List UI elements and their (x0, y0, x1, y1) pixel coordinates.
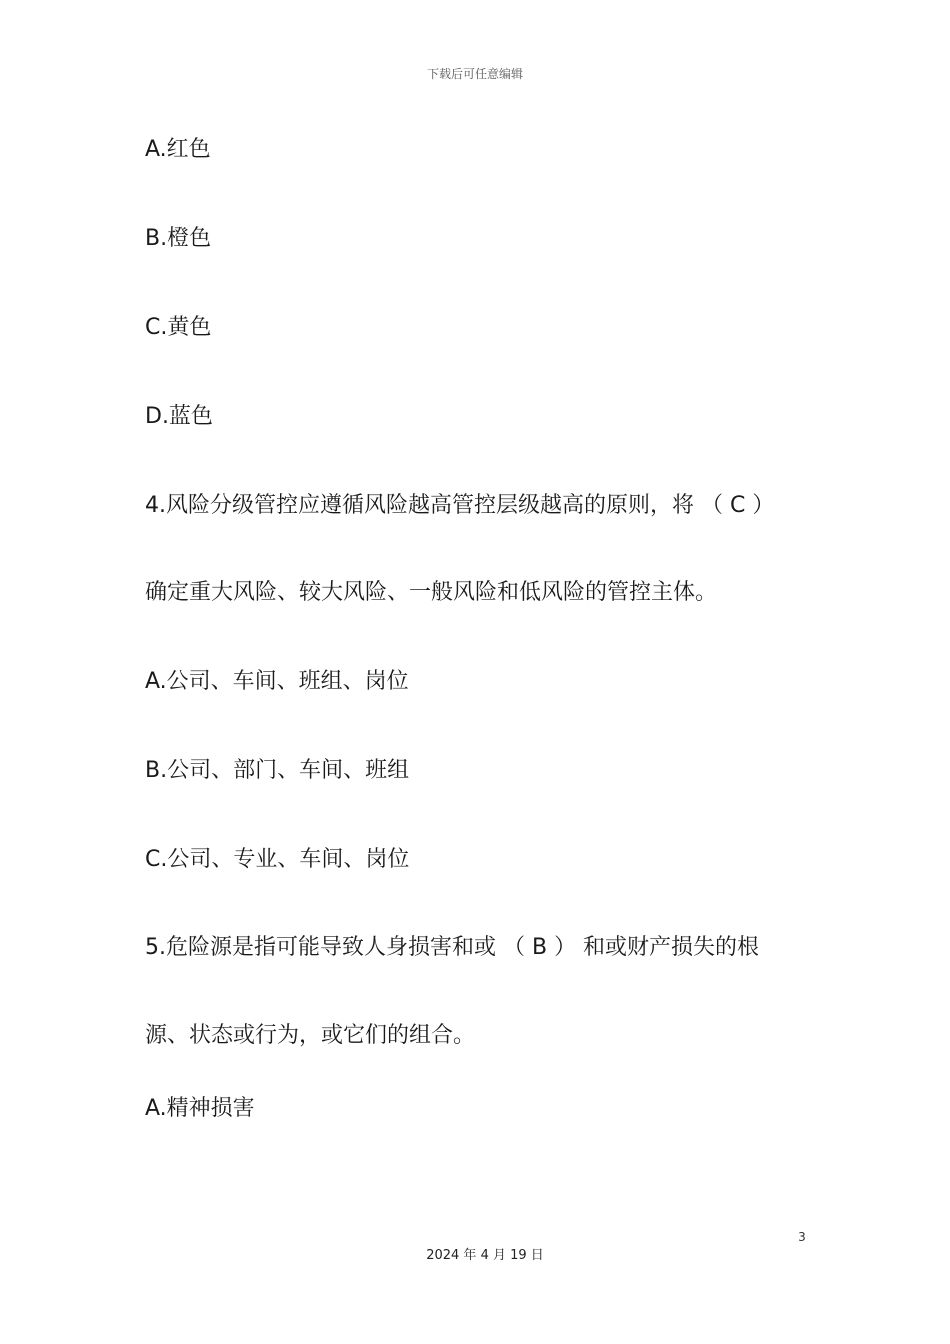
option-b-orange: B.橙色 (145, 226, 212, 251)
question-5-line-1: 5.危险源是指可能导致人身损害和或 （ B ） 和或财产损失的根 (145, 935, 760, 960)
question-4-option-a: A.公司、车间、班组、岗位 (145, 669, 409, 694)
question-4-line-1: 4.风险分级管控应遵循风险越高管控层级越高的原则，将 （ C ） (145, 493, 775, 518)
question-5-line-2: 源、状态或行为，或它们的组合。 (145, 1023, 476, 1048)
page-header: 下载后可任意编辑 (426, 67, 523, 81)
page-number: 3 (798, 1230, 806, 1244)
question-4-option-c: C.公司、专业、车间、岗位 (145, 847, 410, 872)
option-c-yellow: C.黄色 (145, 315, 212, 340)
question-5-option-a: A.精神损害 (145, 1096, 255, 1121)
footer-date: 2024 年 4 月 19 日 (426, 1248, 544, 1263)
option-d-blue: D.蓝色 (145, 404, 213, 429)
question-4-option-b: B.公司、部门、车间、班组 (145, 758, 410, 783)
option-a-red: A.红色 (145, 137, 211, 162)
question-4-line-2: 确定重大风险、较大风险、一般风险和低风险的管控主体。 (145, 580, 718, 605)
